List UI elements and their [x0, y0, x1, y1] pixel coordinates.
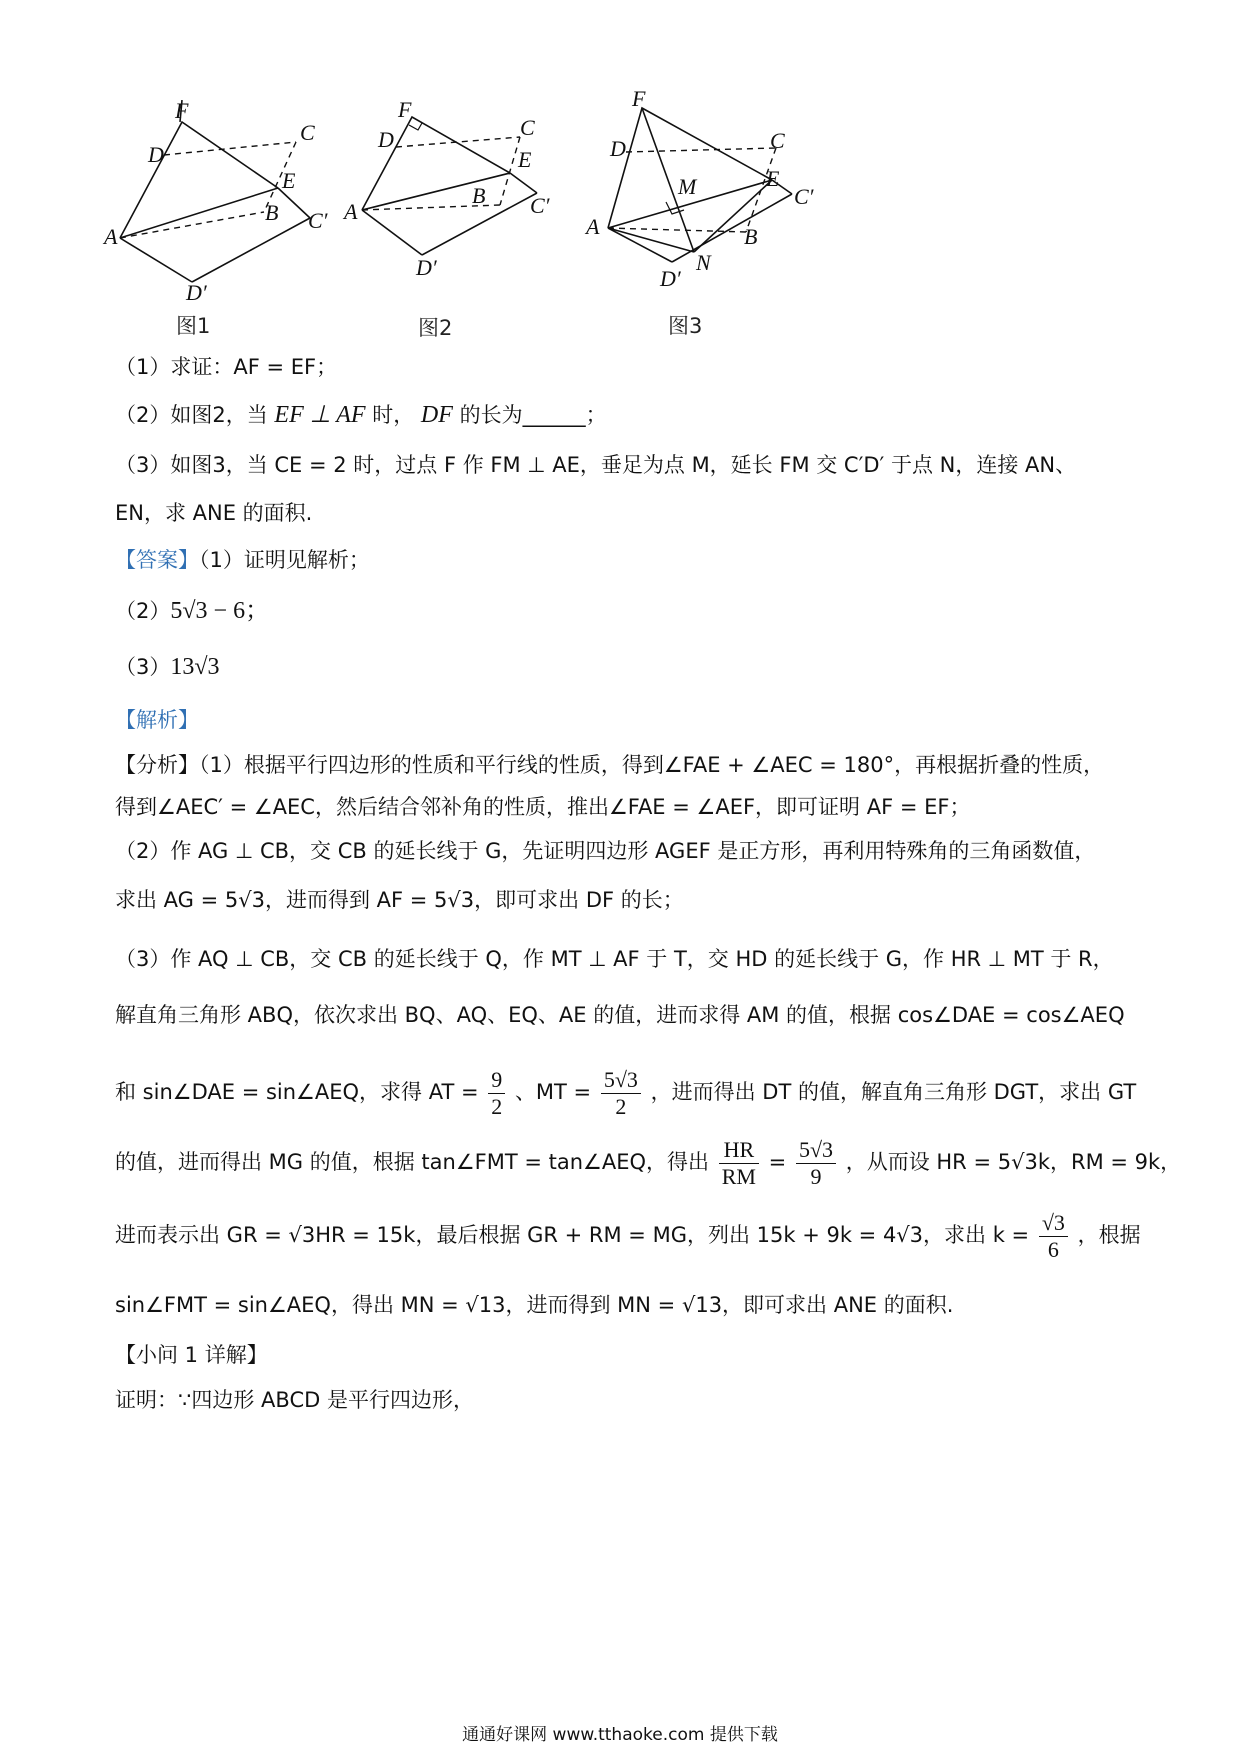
question-2-condition: EF ⊥ AF [274, 402, 366, 428]
figure-3 [580, 90, 840, 300]
label-C-prime: C′ [308, 208, 328, 233]
fraction-at-num: 9 [488, 1067, 505, 1094]
label-M: M [678, 174, 697, 199]
fraction-k-num: √3 [1039, 1210, 1068, 1237]
analysis-p8 [115, 1132, 1181, 1192]
analysis-p1: 【分析】（1）根据平行四边形的性质和平行线的性质，得到∠FAE + ∠AEC = 180°，再根据折叠的性质， [115, 753, 1105, 777]
question-1: （1）求证：AF = EF； [115, 355, 338, 379]
answer-1-text: （1）证明见解析； [199, 548, 370, 572]
figure-1-diagram [100, 100, 360, 330]
analysis-p7-text-a: 和 sin∠DAE = sin∠AEQ，求得 AT = [115, 1080, 479, 1104]
label-A: A [586, 214, 600, 239]
analysis-p9-text-b: ，根据 [1077, 1223, 1141, 1247]
analysis-p9 [115, 1205, 1141, 1265]
label-F: F [175, 100, 189, 123]
fraction-5r3-9 [796, 1137, 836, 1190]
fraction-mt-num: 5√3 [601, 1067, 641, 1094]
fraction-5r3-9-den: 9 [810, 1163, 822, 1189]
question-2 [115, 400, 607, 430]
fraction-hr-rm [719, 1137, 759, 1190]
fraction-hr-rm-den: RM [721, 1163, 756, 1189]
label-E: E [282, 168, 296, 193]
label-C-prime: C′ [794, 184, 814, 209]
analysis-p8-eq: = [768, 1150, 787, 1174]
figure-3-diagram [580, 90, 840, 300]
fraction-at-den: 2 [491, 1093, 503, 1119]
answer-3-prefix: （3） [115, 655, 171, 679]
analysis-p10: sin∠FMT = sin∠AEQ，得出 MN = √13，进而得到 MN = √13，即可求出 ANE 的面积. [115, 1293, 954, 1317]
label-B: B [744, 224, 758, 249]
label-C: C [520, 115, 535, 140]
analysis-p7-text-c: ，进而得出 DT 的值，解直角三角形 DGT，求出 GT [650, 1080, 1137, 1104]
analysis-p2: 得到∠AEC′ = ∠AEC，然后结合邻补角的性质，推出∠FAE = ∠AEF，即可证明 AF = EF； [115, 795, 971, 819]
label-A: A [344, 199, 358, 224]
label-D-prime: D′ [660, 266, 681, 291]
label-E: E [518, 147, 532, 172]
answer-3-expr: 13√3 [170, 654, 220, 680]
label-D: D [378, 127, 394, 152]
analysis-p9-text-a: 进而表示出 GR = √3HR = 15k，最后根据 GR + RM = MG，列出 15k + 9k = 4√3，求出 k = [115, 1223, 1030, 1247]
label-F: F [398, 97, 412, 122]
answer-1 [115, 545, 370, 575]
answer-2 [115, 596, 269, 626]
figure-2-caption: 图2 [418, 316, 453, 340]
label-B: B [265, 200, 279, 225]
question-2-text-e: 的长为______； [459, 403, 607, 427]
analysis-p3: （2）作 AG ⊥ CB，交 CB 的延长线于 G，先证明四边形 AGEF 是正方形，再利用特殊角的三角函数值， [115, 839, 1096, 863]
answer-2-prefix: （2） [115, 599, 171, 623]
detail-tag: 【小问 1 详解】 [115, 1343, 268, 1367]
label-D: D [610, 136, 626, 161]
fraction-mt-den: 2 [615, 1093, 627, 1119]
label-D-prime: D′ [186, 280, 207, 305]
question-3-line-1: （3）如图3，当 CE = 2 时，过点 F 作 FM ⊥ AE，垂足为点 M，延长 FM 交 C′D′ 于点 N，连接 AN、 [115, 453, 1077, 477]
analysis-p8-text-a: 的值，进而得出 MG 的值，根据 tan∠FMT = tan∠AEQ，得出 [115, 1150, 710, 1174]
label-D-prime: D′ [416, 255, 437, 280]
question-2-df: DF [420, 402, 453, 428]
label-E: E [766, 166, 780, 191]
fraction-at [488, 1067, 505, 1120]
analysis-p5: （3）作 AQ ⊥ CB，交 CB 的延长线于 Q，作 MT ⊥ AF 于 T，交 HD 的延长线于 G，作 HR ⊥ MT 于 R， [115, 947, 1114, 971]
question-2-text-a: （2）如图2，当 [115, 403, 268, 427]
figure-2-diagram [340, 95, 570, 295]
analysis-p6: 解直角三角形 ABQ，依次求出 BQ、AQ、EQ、AE 的值，进而求得 AM 的值，根据 cos∠DAE = cos∠AEQ [115, 1003, 1125, 1027]
proof-line-1: 证明：∵四边形 ABCD 是平行四边形， [115, 1388, 474, 1412]
answer-3 [115, 652, 220, 682]
label-A: A [104, 224, 118, 249]
label-N: N [696, 250, 711, 275]
analysis-p8-text-b: ，从而设 HR = 5√3k，RM = 9k， [845, 1150, 1182, 1174]
question-2-text-c: 时， [372, 403, 415, 427]
label-C: C [770, 128, 785, 153]
analysis-p7 [115, 1062, 1136, 1122]
fraction-hr-rm-num: HR [719, 1137, 759, 1164]
footer: 通通好课网 www.tthaoke.com 提供下载 [462, 1725, 778, 1745]
label-F: F [632, 90, 646, 111]
fraction-5r3-9-num: 5√3 [796, 1137, 836, 1164]
label-B: B [472, 183, 486, 208]
fraction-mt [601, 1067, 641, 1120]
label-C-prime: C′ [530, 193, 550, 218]
question-3-line-2: EN，求 ANE 的面积. [115, 501, 313, 525]
analysis-p7-text-b: 、MT = [514, 1080, 592, 1104]
label-C: C [300, 120, 315, 145]
answer-tag: 【答案】 [115, 548, 199, 572]
analysis-p4: 求出 AG = 5√3，进而得到 AF = 5√3，即可求出 DF 的长； [115, 888, 684, 912]
figure-3-caption: 图3 [668, 314, 703, 338]
fraction-k-den: 6 [1047, 1236, 1059, 1262]
figure-2 [340, 95, 570, 295]
analysis-tag: 【解析】 [115, 708, 199, 732]
figure-1-caption: 图1 [176, 314, 211, 338]
fraction-k [1039, 1210, 1068, 1263]
answer-2-expr: 5√3 − 6； [170, 598, 270, 624]
figure-1 [100, 100, 360, 330]
label-D: D [148, 142, 164, 167]
